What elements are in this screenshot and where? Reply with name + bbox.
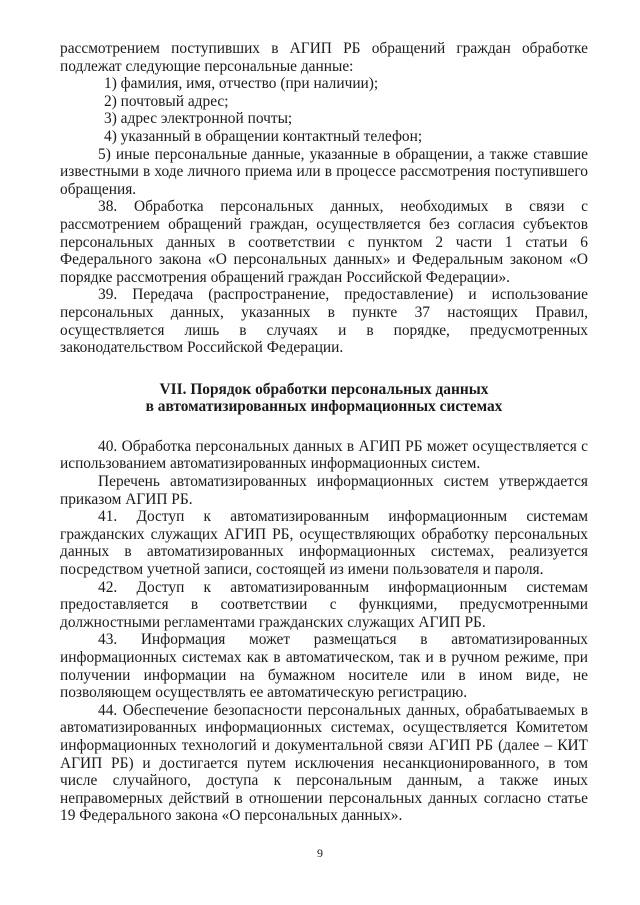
list-item-postal-address: 2) почтовый адрес; [104, 92, 229, 110]
paragraph-systems-list: Перечень автоматизированных информационных систем утверждается приказом АГИП РБ. [60, 473, 588, 508]
paragraph-38: 38. Обработка персональных данных, необходимых в связи с рассмотрением обращений граждан, осуществляется без согласия субъектов персональных данных в соответствии с пунктом 2 части 1 статьи 6 Федерального закона «О персональных данных» и Федеральным законом «О порядке рассмотрения обращений граждан Российской Федерации». [60, 198, 588, 286]
paragraph-continuation: рассмотрением поступивших в АГИП РБ обращений граждан обработке подлежат следующие персональные данные: [60, 40, 588, 75]
page-number: 9 [317, 846, 323, 860]
paragraph-44: 44. Обеспечение безопасности персональных данных, обрабатываемых в автоматизированных информационных системах, осуществляется Комитетом информационных технологий и документальной связи АГИП РБ (далее – КИТ АГИП РБ) и достигается путем исключения несанкционированного, в том числе случайного, доступа к персональным данным, а также иных неправомерных действий в отношении персональных данных согласно статье 19 Федерального закона «О персональных данных». [60, 701, 588, 825]
paragraph-42: 42. Доступ к автоматизированным информационным системам предоставляется в соответствии с функциями, предусмотренными должностными регламентами гражданских служащих АГИП РБ. [60, 578, 588, 631]
page-content [60, 40, 588, 825]
section-heading-line1: VII. Порядок обработки персональных данных [159, 380, 489, 398]
paragraph-40: 40. Обработка персональных данных в АГИП РБ может осуществляется с использованием автоматизированных информационных систем. [60, 437, 588, 473]
list-item-full-name: 1) фамилия, имя, отчество (при наличии); [104, 75, 379, 93]
section-heading-line2: в автоматизированных информационных системах [145, 398, 503, 416]
list-item-contact-phone: 4) указанный в обращении контактный телефон; [104, 127, 423, 145]
list-item-other-data: 5) иные персональные данные, указанные в обращении, а также ставшие известными в ходе личного приема или в процессе рассмотрения поступившего обращения. [60, 145, 588, 198]
paragraph-41: 41. Доступ к автоматизированным информационным системам гражданских служащих АГИП РБ, осуществляющих обработку персональных данных в автоматизированных информационных системах, реализуется посредством учетной записи, состоящей из имени пользователя и пароля. [60, 508, 588, 579]
paragraph-39: 39. Передача (распространение, предоставление) и использование персональных данных, указанных в пункте 37 настоящих Правил, осуществляется лишь в случаях и в порядке, предусмотренных законодательством Российской Федерации. [60, 286, 588, 357]
list-item-email-address: 3) адрес электронной почты; [104, 110, 293, 128]
paragraph-43: 43. Информация может размещаться в автоматизированных информационных системах как в автоматическом, так и в ручном режиме, при получении информации на бумажном носителе или в ином виде, не позволяющем осуществлять ее автоматическую регистрацию. [60, 631, 588, 702]
section-heading [60, 381, 588, 416]
